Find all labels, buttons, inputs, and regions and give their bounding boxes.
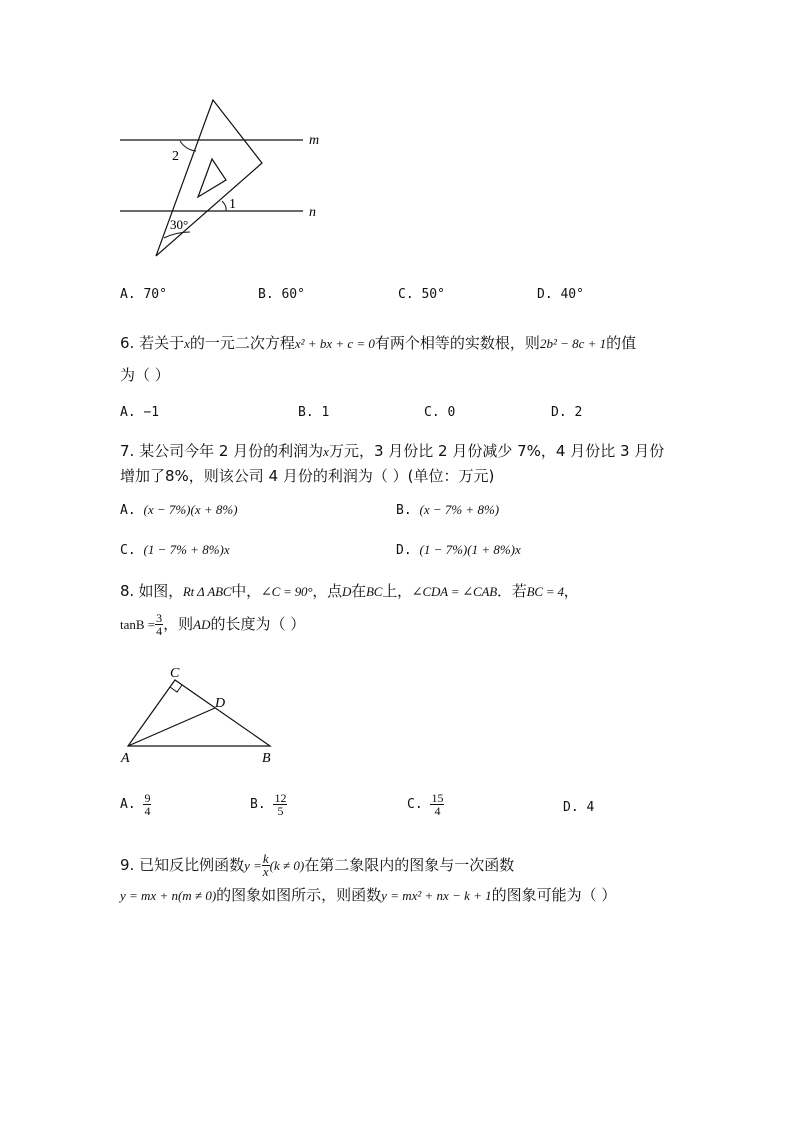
q7-stem-line1: 7. 某公司今年 2 月份的利润为x万元，3 月份比 2 月份减少 7%，4 月份比 3 月份	[120, 442, 665, 460]
q8-stem-line2: tanB = $\frac{3}{4}$ ，则AD的长度为（ ）	[120, 611, 306, 638]
angle-1-arc	[222, 201, 226, 211]
figure-right-triangle	[115, 660, 285, 770]
q6-option-a[interactable]: A. −1	[120, 405, 160, 420]
tan-fraction: $\frac{3}{4}$	[156, 611, 163, 638]
q5-option-d[interactable]: D. 40°	[537, 287, 584, 302]
label-angle-1: 1	[229, 197, 236, 212]
q7-option-d[interactable]: D. (1 − 7%)(1 + 8%)x	[396, 542, 521, 558]
q8-stem-line1: 8. 如图，Rt Δ ABC中，∠C = 90°，点D在BC上，∠CDA = ∠CAB．若BC = 4，	[120, 582, 579, 600]
q5-option-a[interactable]: A. 70°	[120, 287, 167, 302]
k-over-x-fraction: $\frac{k}{x}$	[262, 851, 269, 879]
label-c: C	[170, 666, 180, 681]
q6-stem-line1: 6. 若关于x的一元二次方程x² + bx + c = 0有两个相等的实数根，则2b² − 8c + 1的值	[120, 334, 637, 352]
q6-stem-line2: 为（ ）	[120, 366, 170, 384]
label-angle-30: 30°	[170, 217, 189, 232]
q8-option-b[interactable]: B. $\frac{12}{5}$	[250, 791, 287, 818]
q5-option-c[interactable]: C. 50°	[398, 287, 445, 302]
label-b: B	[262, 751, 271, 766]
q7-option-c[interactable]: C. (1 − 7% + 8%)x	[120, 542, 230, 558]
label-angle-2: 2	[172, 149, 179, 164]
outer-triangle	[156, 100, 262, 256]
q8-option-d[interactable]: D. 4	[563, 800, 595, 815]
angle-2-arc	[180, 141, 196, 151]
figure-parallel-lines-triangle	[110, 90, 340, 265]
q8-option-a[interactable]: A. $\frac{9}{4}$	[120, 791, 151, 818]
q7-option-a[interactable]: A. (x − 7%)(x + 8%)	[120, 502, 238, 518]
q7-option-b[interactable]: B. (x − 7% + 8%)	[396, 502, 500, 518]
q8-option-c[interactable]: C. $\frac{15}{4}$	[407, 791, 444, 818]
q9-stem-line2: y = mx + n(m ≠ 0)的图象如图所示，则函数y = mx² + nx − k + 1的图象可能为（ ）	[120, 886, 617, 904]
q9-stem-line1: 9. 已知反比例函数y = $\frac{k}{x}$ (k ≠ 0)在第二象限内的图象与一次函数	[120, 851, 515, 879]
inner-triangle	[198, 159, 226, 197]
label-m: m	[309, 133, 320, 148]
q6-option-b[interactable]: B. 1	[298, 405, 330, 420]
right-angle-mark	[170, 685, 182, 692]
label-n: n	[309, 205, 316, 220]
q6-option-d[interactable]: D. 2	[551, 405, 583, 420]
label-d: D	[215, 696, 226, 711]
q6-option-c[interactable]: C. 0	[424, 405, 456, 420]
label-a: A	[121, 751, 130, 766]
q7-stem-line2: 增加了8%，则该公司 4 月份的利润为（ ）(单位：万元)	[120, 467, 495, 485]
q5-option-b[interactable]: B. 60°	[258, 287, 305, 302]
